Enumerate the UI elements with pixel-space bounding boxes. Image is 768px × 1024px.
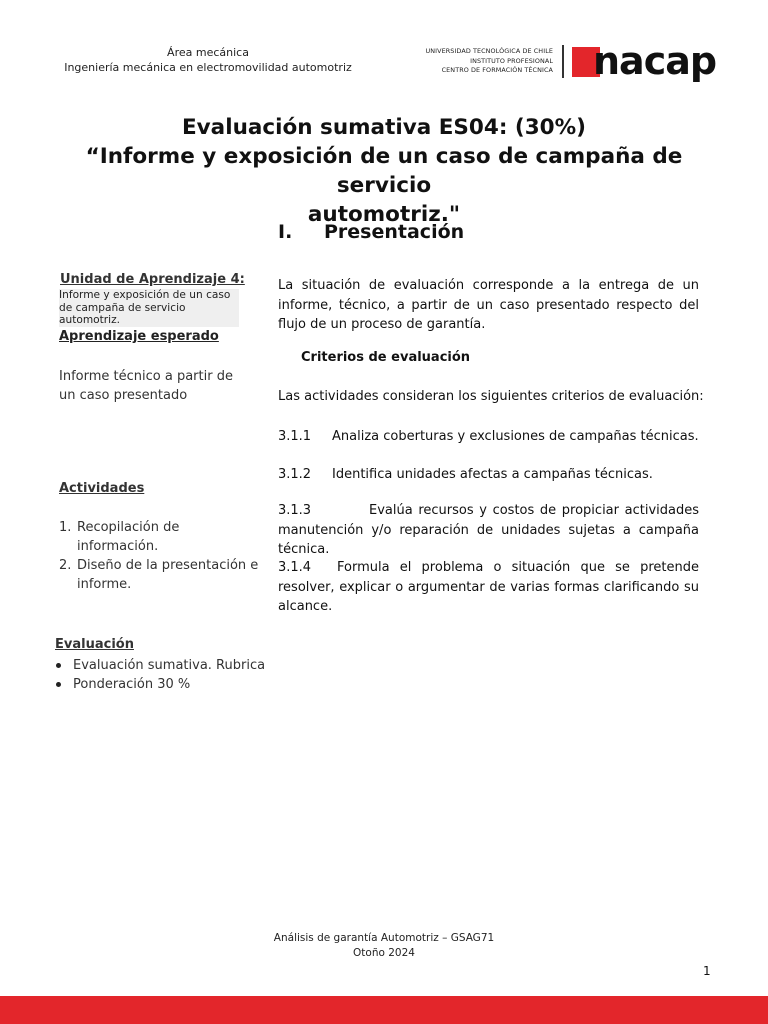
footer — [200, 931, 568, 961]
list-text: Ponderación 30 % — [73, 677, 191, 692]
evaluation-heading: Evaluación — [55, 637, 134, 652]
unit-subtitle: Informe y exposición de un caso de campaña de servicio automotriz. — [59, 289, 239, 327]
criterion-text: Analiza coberturas y exclusiones de campañas técnicas. — [332, 429, 699, 444]
criterion-text: Identifica unidades afectas a campañas técnicas. — [332, 467, 653, 482]
section-heading — [278, 221, 464, 243]
area-label: Área mecánica — [167, 46, 249, 59]
section-title: Presentación — [324, 221, 465, 243]
title-line: automotriz." — [307, 202, 461, 227]
criterion-item — [278, 465, 699, 485]
unit-heading: Unidad de Aprendizaje 4: — [60, 272, 245, 287]
institution-line: UNIVERSIDAD TECNOLÓGICA DE CHILE — [425, 47, 553, 55]
list-item — [59, 556, 259, 594]
section-number: I. — [278, 221, 293, 243]
criterion-text: Formula el problema o situación que se pretende resolver, explicar o argumentar de varias formas clarificando su alcance. — [278, 560, 699, 614]
list-text: Evaluación sumativa. Rubrica — [73, 658, 266, 673]
bullet-icon — [56, 682, 61, 687]
presentation-paragraph: La situación de evaluación corresponde a la entrega de un informe, técnico, a partir de un caso presentado respecto del flujo de un proceso de garantía. — [278, 278, 699, 332]
program-label: Ingeniería mecánica en electromovilidad automotriz — [64, 61, 352, 74]
inacap-logo — [572, 39, 717, 87]
list-text: Recopilación de información. — [77, 520, 180, 554]
list-item — [55, 675, 275, 694]
evaluation-list — [55, 656, 275, 694]
criterion-item — [278, 501, 699, 560]
header-divider — [562, 45, 564, 78]
title-line: “Informe y exposición de un caso de campaña de servicio — [85, 144, 683, 198]
criteria-intro: Las actividades consideran los siguientes criterios de evaluación: — [278, 389, 704, 404]
learning-text: Informe técnico a partir de un caso presentado — [59, 369, 233, 403]
criterion-number: 3.1.3 — [278, 503, 312, 518]
page-number: 1 — [703, 964, 711, 978]
footer-term: Otoño 2024 — [353, 947, 415, 959]
criterion-number: 3.1.2 — [278, 467, 312, 482]
criterion-number: 3.1.1 — [278, 429, 312, 444]
logo-text: nacap — [593, 39, 717, 83]
title-line: Evaluación sumativa ES04: (30%) — [181, 115, 587, 140]
institution-block — [392, 47, 553, 76]
criteria-heading: Criterios de evaluación — [301, 350, 471, 365]
activities-heading: Actividades — [59, 481, 145, 496]
institution-line: CENTRO DE FORMACIÓN TÉCNICA — [441, 66, 553, 75]
bullet-icon — [56, 663, 61, 668]
list-item — [59, 518, 259, 556]
footer-red-bar — [0, 996, 768, 1024]
list-number: 1. — [59, 520, 72, 535]
list-item — [55, 656, 275, 675]
criterion-number: 3.1.4 — [278, 560, 312, 575]
list-text: Diseño de la presentación e informe. — [77, 558, 259, 592]
learning-heading: Aprendizaje esperado — [59, 329, 219, 344]
list-number: 2. — [59, 558, 72, 573]
activities-list — [59, 518, 259, 594]
criterion-text: Evalúa recursos y costos de propiciar actividades manutención y/o reparación de unidades sujetas a campaña técnica. — [278, 503, 699, 557]
criterion-item — [278, 427, 699, 447]
institution-line: INSTITUTO PROFESIONAL — [470, 56, 553, 65]
header-area — [60, 45, 356, 75]
footer-course: Análisis de garantía Automotriz – GSAG71 — [273, 932, 495, 944]
criterion-item — [278, 558, 699, 617]
document-title — [60, 113, 708, 229]
